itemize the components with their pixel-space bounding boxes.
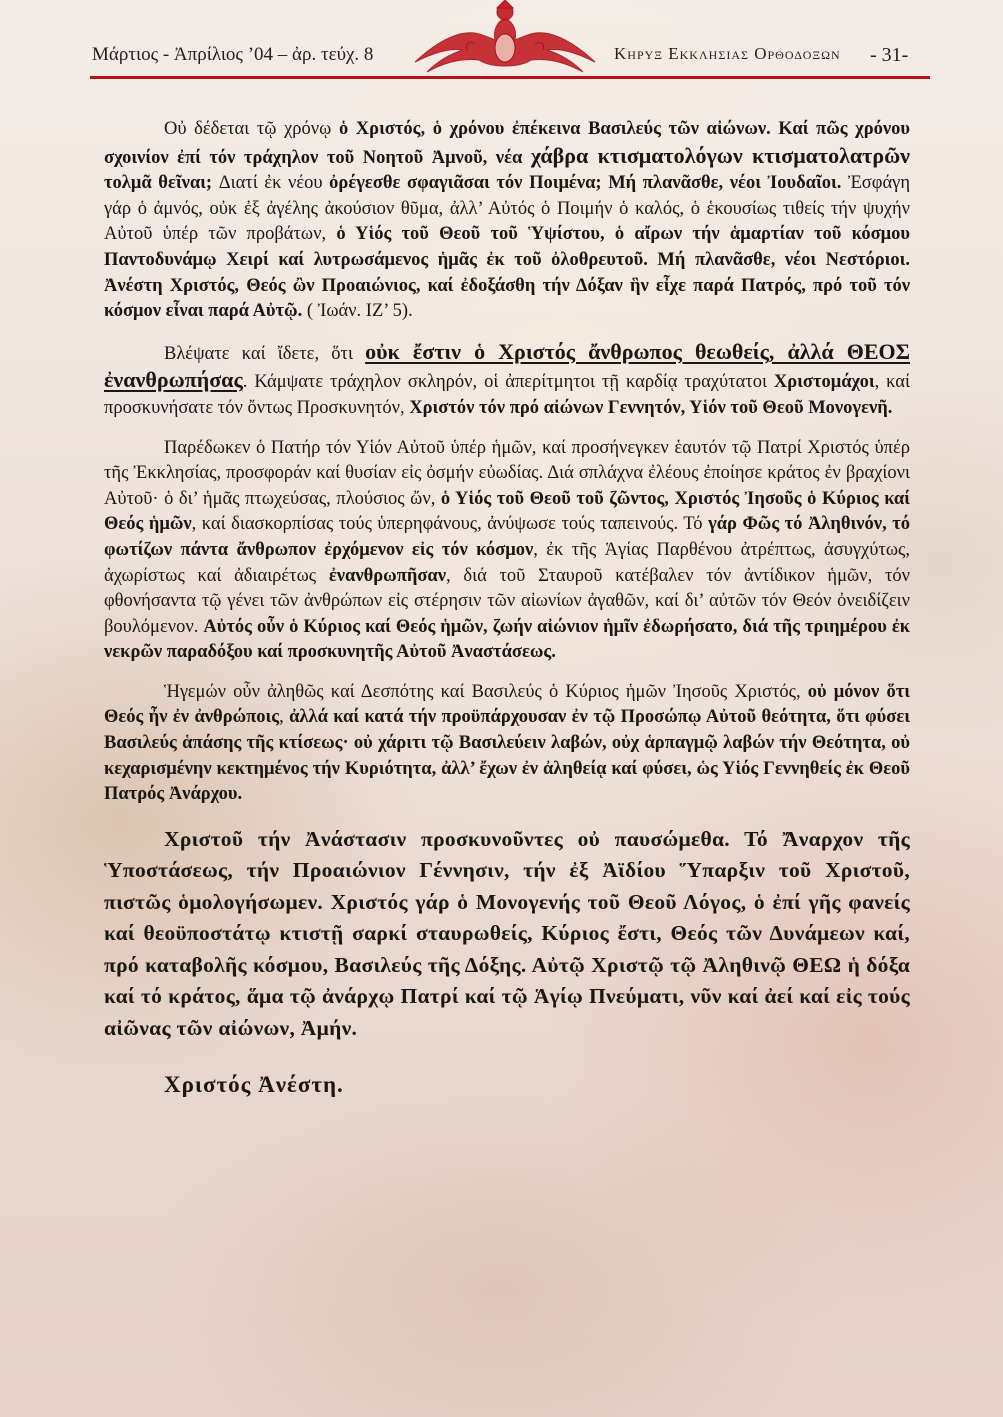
- paragraph-3: [104, 436, 910, 666]
- p1-text-3: Ἐσφάγη γάρ ὁ ἀμνός, οὐκ ἐξ ἀγέλης ἀκούσιον θῦμα, ἀλλ’ Αὐτός ὁ Ποιμήν ὁ καλός, ὁ ἑκουσίως τιθείς τήν ψυχήν Αὐτοῦ ὑπέρ τῶν προβάτων,: [104, 173, 911, 245]
- p1-citation: ( Ἰωάν. ΙΖ’ 5).: [302, 301, 413, 322]
- p2-text-3: , καί προσκυνήσατε τόν ὄντως Προσκυνητόν,: [104, 372, 910, 418]
- p1-bold-4: ὁ Υἱός τοῦ Θεοῦ τοῦ Ὑψίστου, ὁ αἴρων τήν ἁμαρτίαν τοῦ κόσμου Παντοδυνάμῳ Χειρί καί λυτρωσάμενος ἡμᾶς ἐκ τοῦ ὀλοθρευτοῦ. Μή πλανᾶσθε, νέοι Νεστόριοι. Ἀνέστη Χριστός, Θεός ὢν Προαιώνιος, καί ἐδοξάσθη τήν Δόξαν ἣν εἶχε παρά Πατρός, πρό τοῦ τόν κόσμον εἶναι παρά Αὐτῷ.: [104, 224, 911, 322]
- p2-text-2: . Κάμψατε τράχηλον σκληρόν, οἱ ἀπερίτμητοι τῇ καρδίᾳ τραχύτατοι: [242, 372, 774, 393]
- p3-text-2: , καί διασκορπίσας τούς ὑπερηφάνους, ἀνύψωσε τούς ταπεινούς. Τό: [191, 514, 709, 535]
- p4-text-2: ,: [279, 707, 290, 728]
- p1-bold: ὁ Χριστός, ὁ χρόνου ἐπέκεινα Βασιλεύς τῶν αἰώνων. Καί πῶς χρόνου σχοινίον ἐπί τόν τράχηλον τοῦ Νοητοῦ Ἀμνοῦ, νέα: [104, 119, 910, 168]
- paragraph-2: [104, 339, 910, 422]
- header-rule: [90, 76, 930, 79]
- p3-bold: ὁ Υἱός τοῦ Θεοῦ τοῦ ζῶντος, Χριστός Ἰησοῦς ὁ Κύριος καί Θεός ἡμῶν: [104, 488, 910, 535]
- p4-bold-2: ἀλλά καί κατά τήν προϋπάρχουσαν ἐν τῷ Προσώπῳ Αὐτοῦ θεότητα, ὅτι φύσει Βασιλεύς ἁπάσης τῆς κτίσεως· οὐ χάριτι τῷ Βασιλεύειν λαβών, οὐχ ἁρπαγμῷ λαβών τήν Θεότητα, οὐ κεχαρισμένην κεκτημένος τήν Κυριότητα, ἀλλ’ ἔχων ἐν ἀληθείᾳ καί φύσει, ὡς Υἱός Γεννηθείς ἐκ Θεοῦ Πατρός Ἀνάρχου.: [104, 707, 910, 805]
- p1-bold-3: ὀρέγεσθε σφαγιᾶσαι τόν Ποιμένα; Μή πλανᾶσθε, νέοι Ἰουδαῖοι.: [329, 173, 842, 194]
- p4-bold: οὐ μόνον ὅτι Θεός ἦν ἐν ἀνθρώποις: [104, 681, 910, 728]
- p3-text-3: , ἐκ τῆς Ἁγίας Παρθένου ἀτρέπτως, ἀσυγχύτως, ἀχωρίστως καί ἀδιαιρέτως: [104, 539, 910, 586]
- closing-line: Χριστός Ἀνέστη.: [164, 1072, 344, 1098]
- p1-text-2: Διατί ἐκ νέου: [218, 173, 330, 194]
- p4-text: Ἡγεμών οὖν ἀληθῶς καί Δεσπότης καί Βασιλεύς ὁ Κύριος ἡμῶν Ἰησοῦς Χριστός,: [164, 681, 808, 702]
- page-number: - 31-: [870, 44, 909, 66]
- page-header: [0, 0, 1003, 90]
- p1-text: Οὐ δέδεται τῷ χρόνῳ: [164, 119, 339, 139]
- paragraph-5-doxology: Χριστοῦ τήν Ἀνάστασιν προσκυνοῦντες οὐ παυσώμεθα. Τό Ἄναρχον τῆς Ὑποστάσεως, τήν Προαιώνιον Γέννησιν, τήν ἐξ Ἀϊδίου Ὕπαρξιν τοῦ Χριστοῦ, πιστῶς ὁμολογήσωμεν. Χριστός γάρ ὁ Μονογενής τοῦ Θεοῦ Λόγος, ὁ ἐπί γῆς φανείς καί θεοϋποστάτῳ κτιστῇ σαρκί σταυρωθείς, Κύριος ἔστι, Θεός τῶν Δυνάμεων καί, πρό καταβολῆς κόσμου, Βασιλεύς τῆς Δόξης. Αὐτῷ Χριστῷ τῷ Ἀληθινῷ ΘΕΩ ἡ δόξα καί τό κράτος, ἅμα τῷ ἀνάρχῳ Πατρί καί τῷ Ἁγίῳ Πνεύματι, νῦν καί ἀεί καί εἰς τούς αἰῶνας τῶν αἰώνων, Ἀμήν.: [104, 826, 910, 1040]
- p2-bold: Χριστομάχοι: [773, 372, 875, 393]
- p3-bold-4: Αὐτός οὖν ὁ Κύριος καί Θεός ἡμῶν, ζωήν αἰώνιον ἡμῖν ἐδωρήσατο, διά τῆς τριημέρου ἐκ νεκρῶν παραδόξου καί προσκυνητῆς Αὐτοῦ Ἀναστάσεως.: [104, 616, 911, 663]
- p3-bold-2: γάρ Φῶς τό Ἀληθινόν, τό φωτίζων πάντα ἄνθρωπον ἐρχόμενον εἰς τόν κόσμον: [104, 514, 910, 560]
- p3-text: Παρέδωκεν ὁ Πατήρ τόν Υἱόν Αὐτοῦ ὑπέρ ἡμῶν, καί προσήνεγκεν ἑαυτόν τῷ Πατρί Χριστός ὑπέρ τῆς Ἐκκλησίας, προσφοράν καί θυσίαν εἰς ὀσμήν εὐωδίας. Διά σπλάχνα ἐλέους ἐποίησε κράτος ἐν βραχίονι Αὐτοῦ· ὁ δι’ ἡμᾶς πτωχεύσας, πλούσιος ὤν,: [104, 437, 910, 509]
- p1-bold-2: τολμᾶ θεῖναι;: [104, 173, 219, 194]
- paragraph-1: [104, 117, 910, 325]
- double-headed-eagle-emblem: [405, 0, 605, 80]
- article-body: [104, 117, 910, 1098]
- publication-title: Κηρυξ Εκκλησιας Ορθοδοξων: [614, 44, 841, 63]
- p2-text: Βλέψατε καί ἴδετε, ὅτι: [164, 343, 366, 364]
- p3-bold-3: ἐνανθρωπῆσαν: [328, 565, 446, 586]
- issue-date: Μάρτιος - Ἀπρίλιος ’04 – ἀρ. τεύχ. 8: [92, 44, 374, 65]
- p3-text-4: , διά τοῦ Σταυροῦ κατέβαλεν τόν ἀντίδικον ἡμῶν, τόν φθονήσαντα τῷ γένει τῶν ἀνθρώπων εἰς στέρησιν τῶν αἰωνίων ἀγαθῶν, καί δι’ αὐτῶν τόν Θεόν ὀνειδίζειν βουλόμενον.: [104, 565, 910, 637]
- p1-large-bold: χάβρα κτισματολόγων κτισματολατρῶν: [530, 142, 911, 168]
- p2-bold-2: Χριστόν τόν πρό αἰώνων Γεννητόν, Υἱόν τοῦ Θεοῦ Μονογενῆ.: [409, 397, 893, 418]
- paragraph-4: [104, 680, 910, 808]
- p2-underlined-bold: οὐκ ἔστιν ὁ Χριστός ἄνθρωπος θεωθείς, ἀλλά ΘΕΟΣ ἐνανθρωπήσας: [104, 338, 910, 393]
